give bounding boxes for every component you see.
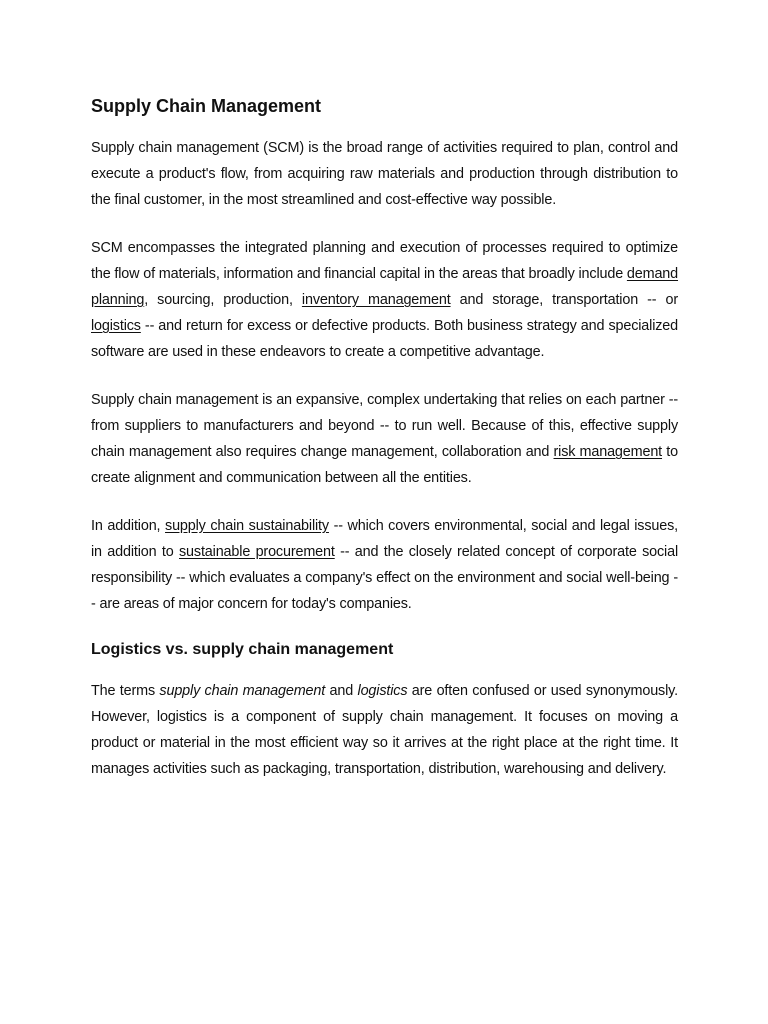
document-page [91, 94, 678, 804]
text-segment: -- and return for excess or defective products. Both business strategy and specialized software are used in these endeavors to create a competitive advantage. [91, 318, 678, 360]
link-demand-planning[interactable]: demand planning [91, 266, 679, 308]
text-segment: Supply chain management is an expansive, complex undertaking that relies on each partner -- from suppliers to manufacturers and beyond -- to run well. Because of this, effective supply chain management also requires change management, collaboration and [91, 392, 678, 460]
emphasis-supply-chain-management: supply chain management [159, 683, 326, 699]
link-sustainable-procurement[interactable]: sustainable procurement [179, 544, 335, 560]
emphasis-logistics: logistics [357, 683, 408, 699]
link-inventory-management[interactable]: inventory management [301, 292, 451, 308]
paragraph-scm-sustainability [91, 513, 678, 617]
text-segment: SCM encompasses the integrated planning and execution of processes required to optimize the flow of materials, information and financial capital in the areas that broadly include [91, 240, 678, 282]
link-supply-chain-sustainability[interactable]: supply chain sustainability [165, 518, 329, 534]
link-logistics[interactable]: logistics [91, 318, 141, 334]
document-title: Supply Chain Management [91, 96, 322, 116]
section-heading-logistics: Logistics vs. supply chain management [91, 641, 394, 658]
text-segment: In addition, [91, 518, 166, 534]
text-segment: -- which covers environmental, social and legal issues, in addition to [91, 518, 678, 560]
paragraph-scm-scope [91, 235, 678, 365]
text-segment: are often confused or used synonymously. However, logistics is a component of supply chain management. It focuses on moving a product or material in the most efficient way so it arrives at the right place at the right time. It manages activities such as packaging, transportation, distribution, warehousing and delivery. [91, 683, 678, 777]
paragraph-scm-definition: Supply chain management (SCM) is the broad range of activities required to plan, control and execute a product's flow, from acquiring raw materials and production through distribution to the final customer, in the most streamlined and cost-effective way possible. [91, 140, 678, 208]
text-segment: The terms [91, 683, 160, 699]
paragraph-logistics-vs-scm [91, 678, 678, 782]
text-segment: and [325, 683, 358, 699]
paragraph-scm-complexity [91, 387, 678, 491]
text-segment: and storage, transportation -- or [450, 292, 678, 308]
text-segment: , sourcing, production, [144, 292, 302, 308]
text-segment: -- and the closely related concept of corporate social responsibility -- which evaluates a company's effect on the environment and social well-being -- are areas of major concern for today's companies. [91, 544, 679, 612]
link-risk-management[interactable]: risk management [553, 444, 663, 460]
text-segment: to create alignment and communication between all the entities. [91, 444, 678, 486]
